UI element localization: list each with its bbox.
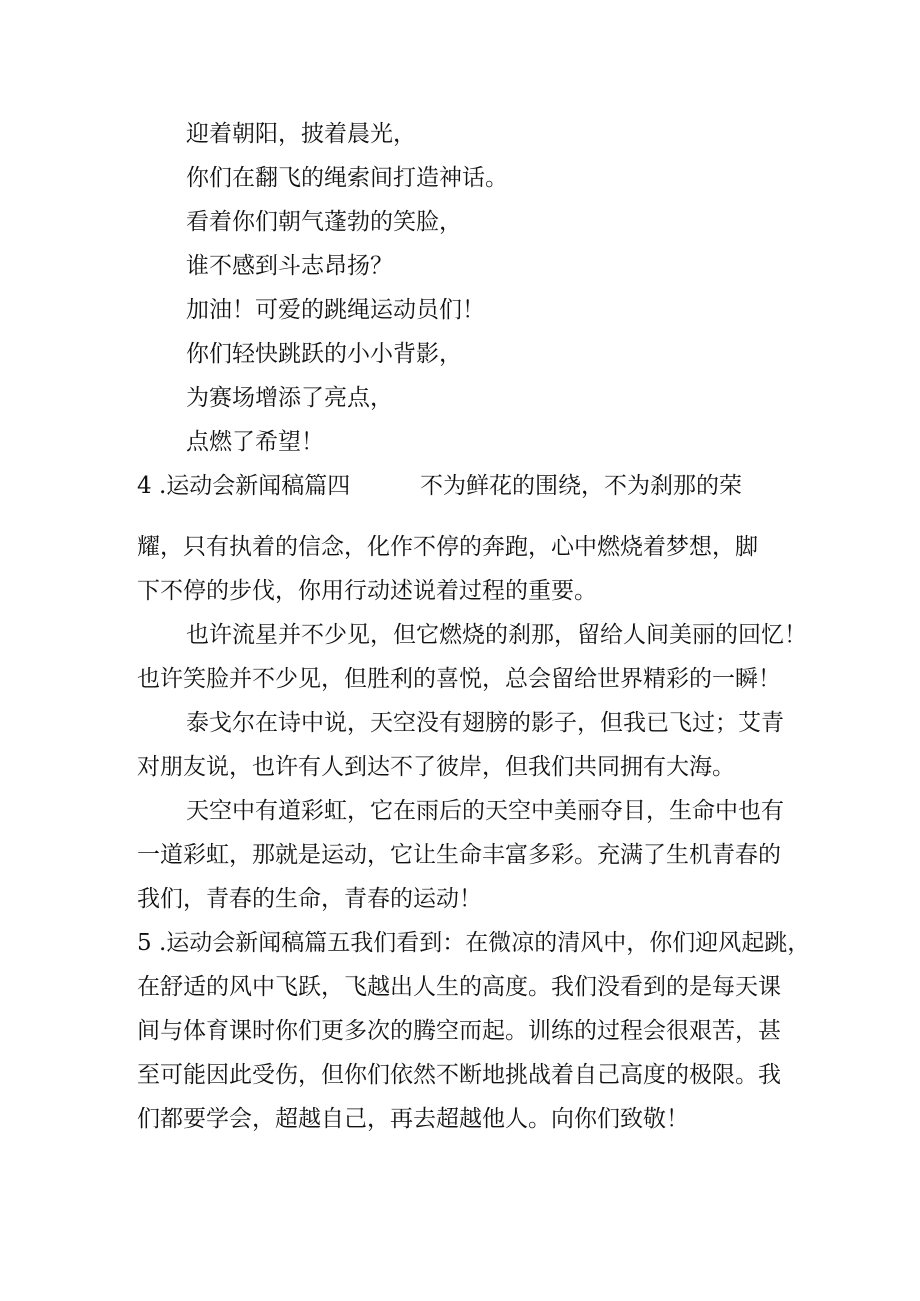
poem-line: 迎着朝阳，披着晨光，: [186, 121, 416, 147]
paragraph-line: 我们，青春的生命，青春的运动！: [137, 886, 482, 912]
poem-line: 你们在翻飞的绳索间打造神话。: [186, 165, 508, 191]
paragraph-line: 耀，只有执着的信念，化作不停的奔跑，心中燃烧着梦想，脚: [137, 534, 758, 560]
paragraph-line: 也许流星并不少见，但它燃烧的刹那，留给人间美丽的回忆！: [186, 622, 807, 648]
poem-line: 看着你们朝气蓬勃的笑脸，: [186, 209, 462, 235]
poem-line: 你们轻快跳跃的小小背影，: [186, 341, 462, 367]
paragraph-line: 天空中有道彩虹，它在雨后的天空中美丽夺目，生命中也有: [186, 798, 784, 824]
poem-line: 加油！可爱的跳绳运动员们！: [186, 297, 485, 323]
section-4-heading: 4 .运动会新闻稿篇四: [137, 473, 351, 499]
poem-line: 为赛场增添了亮点，: [186, 385, 393, 411]
paragraph-line: 在舒适的风中飞跃，飞越出人生的高度。我们没看到的是每天课: [137, 974, 781, 1000]
paragraph-line: 一道彩虹，那就是运动，它让生命丰富多彩。充满了生机青春的: [137, 842, 781, 868]
paragraph-line: 间与体育课时你们更多次的腾空而起。训练的过程会很艰苦，甚: [137, 1018, 781, 1044]
paragraph-line: 们都要学会，超越自己，再去超越他人。向你们致敬！: [137, 1106, 689, 1132]
poem-line: 谁不感到斗志昂扬？: [186, 253, 393, 279]
paragraph-line: 下不停的步伐，你用行动述说着过程的重要。: [137, 578, 597, 604]
paragraph-line: 也许笑脸并不少见，但胜利的喜悦，总会留给世界精彩的一瞬！: [137, 666, 781, 692]
section-4-heading-tail: 不为鲜花的围绕，不为刹那的荣: [420, 473, 742, 499]
paragraph-line: 对朋友说，也许有人到达不了彼岸，但我们共同拥有大海。: [137, 754, 735, 780]
poem-line: 点燃了希望！: [186, 429, 324, 455]
paragraph-line: 泰戈尔在诗中说，天空没有翅膀的影子，但我已飞过；艾青: [186, 710, 784, 736]
section-5-heading-line: 5 .运动会新闻稿篇五我们看到：在微凉的清风中，你们迎风起跳，: [137, 930, 811, 956]
paragraph-line: 至可能因此受伤，但你们依然不断地挑战着自己高度的极限。我: [137, 1062, 781, 1088]
